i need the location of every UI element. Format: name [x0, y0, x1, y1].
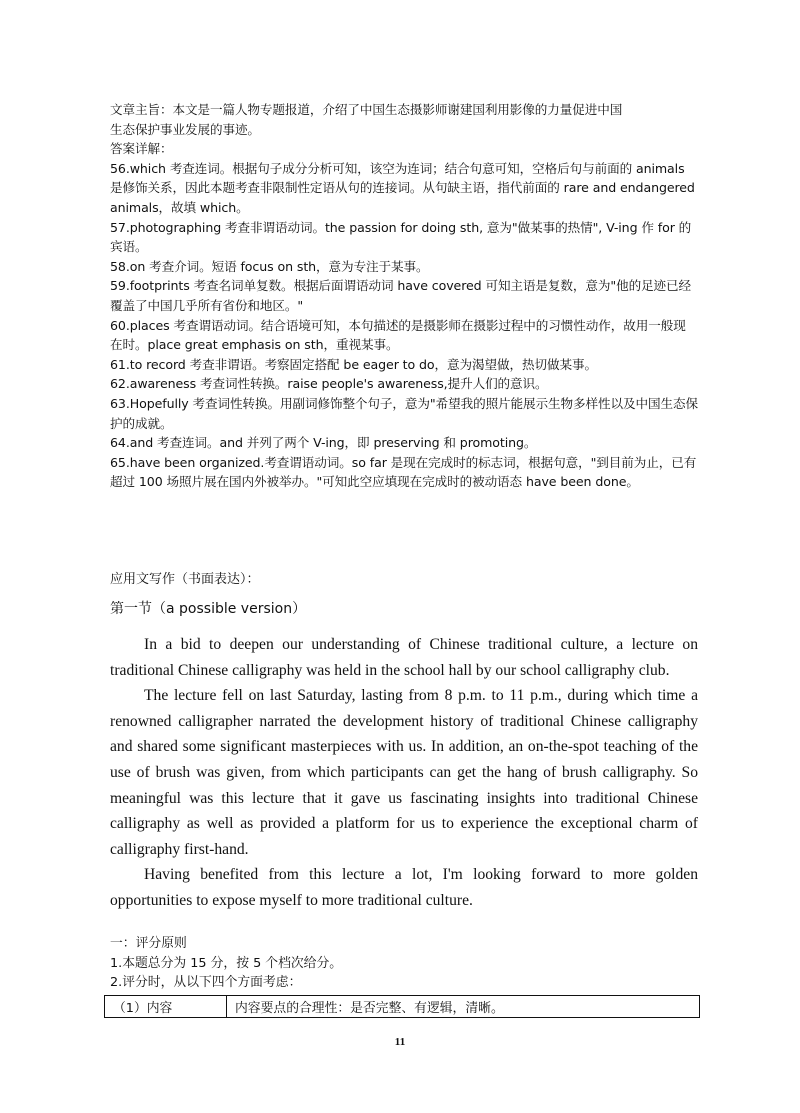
- writing-title: 应用文写作（书面表达）：: [110, 572, 260, 587]
- answer-item-63: 63.Hopefully 考查词性转换。用副词修饰整个句子，意为"希望我的照片能展示生物多样性以及中国生态保护的成就。: [110, 395, 698, 431]
- scoring-table: [104, 995, 700, 1018]
- page-number: 11: [394, 1036, 406, 1048]
- grading-rule-2: 2.评分时，从以下四个方面考虑：: [110, 975, 302, 990]
- essay-paragraph: Having benefited from this lecture a lot, I'm looking forward to more golden opportunities to expose myself to more traditional culture.: [110, 866, 698, 909]
- answer-item-57: 57.photographing 考查非谓语动词。the passion for doing sth, 意为"做某事的热情", V-ing 作 for 的宾语。: [110, 219, 692, 255]
- answer-item-65: 65.have been organized.考查谓语动词。so far 是现在完成时的标志词，根据句意，"到目前为止，已有超过 100 场照片展在国内外被举办。"可知此空应填现在完成时的被动语态 have been done。: [110, 454, 697, 490]
- essay-paragraph: In a bid to deepen our understanding of Chinese traditional culture, a lecture on traditional Chinese calligraphy was held in the school hall by our school calligraphy club.: [110, 636, 698, 679]
- answer-item-59: 59.footprints 考查名词单复数。根据后面谓语动词 have covered 可知主语是复数，意为"他的足迹已经覆盖了中国几乎所有省份和地区。": [110, 278, 692, 313]
- answer-item-56: 56.which 考查连词。根据句子成分分析可知，该空为连词；结合句意可知，空格后句与前面的 animals 是修饰关系，因此本题考查非限制性定语从句的连接词。从句缺主语，指代前面的 rare and endangered animals，故填 which。: [110, 160, 695, 215]
- summary-line-1: 文章主旨：本文是一篇人物专题报道，介绍了中国生态摄影师谢建国利用影像的力量促进中国: [110, 102, 623, 117]
- section-title: 第一节（a possible version）: [110, 601, 307, 617]
- grading-principles: [110, 934, 710, 993]
- answer-item-58: 58.on 考查介词。短语 focus on sth，意为专注于某事。: [110, 258, 429, 274]
- answer-item-60: 60.places 考查谓语动词。结合语境可知，本句描述的是摄影师在摄影过程中的习惯性动作，故用一般现在时。place great emphasis on sth，重视某事。: [110, 317, 686, 353]
- table-row: [105, 996, 700, 1018]
- table-cell-category: （1）内容: [105, 996, 227, 1018]
- grading-rule-1: 1.本题总分为 15 分，按 5 个档次给分。: [110, 955, 343, 971]
- grading-heading: 一：评分原则: [110, 936, 187, 951]
- explanation-heading: 答案详解：: [110, 141, 173, 157]
- table-cell-criteria: 内容要点的合理性：是否完整、有逻辑，清晰。: [227, 996, 700, 1018]
- summary-line-2: 生态保护事业发展的事迹。: [110, 121, 260, 137]
- answer-item-61: 61.to record 考查非谓语。考察固定搭配 be eager to do，意为渴望做，热切做某事。: [110, 356, 597, 372]
- answer-item-62: 62.awareness 考查词性转换。raise people's awareness,提升人们的意识。: [110, 376, 548, 392]
- sample-essay: [110, 632, 698, 914]
- answer-explanations: [110, 100, 698, 492]
- essay-paragraph: The lecture fell on last Saturday, lasting from 8 p.m. to 11 p.m., during which time a renowned calligrapher narrated the development history of traditional Chinese calligraphy and shared some significant masterpieces with us. In addition, an on-the-spot teaching of the use of brush was given, from which participants can get the hang of brush calligraphy. So meaningful was this lecture that it gave us fascinating insights into traditional Chinese calligraphy as well as provided a platform for us to experience the exceptional charm of calligraphy first-hand.: [110, 687, 698, 858]
- answer-item-64: 64.and 考查连词。and 并列了两个 V-ing，即 preserving 和 promoting。: [110, 435, 537, 451]
